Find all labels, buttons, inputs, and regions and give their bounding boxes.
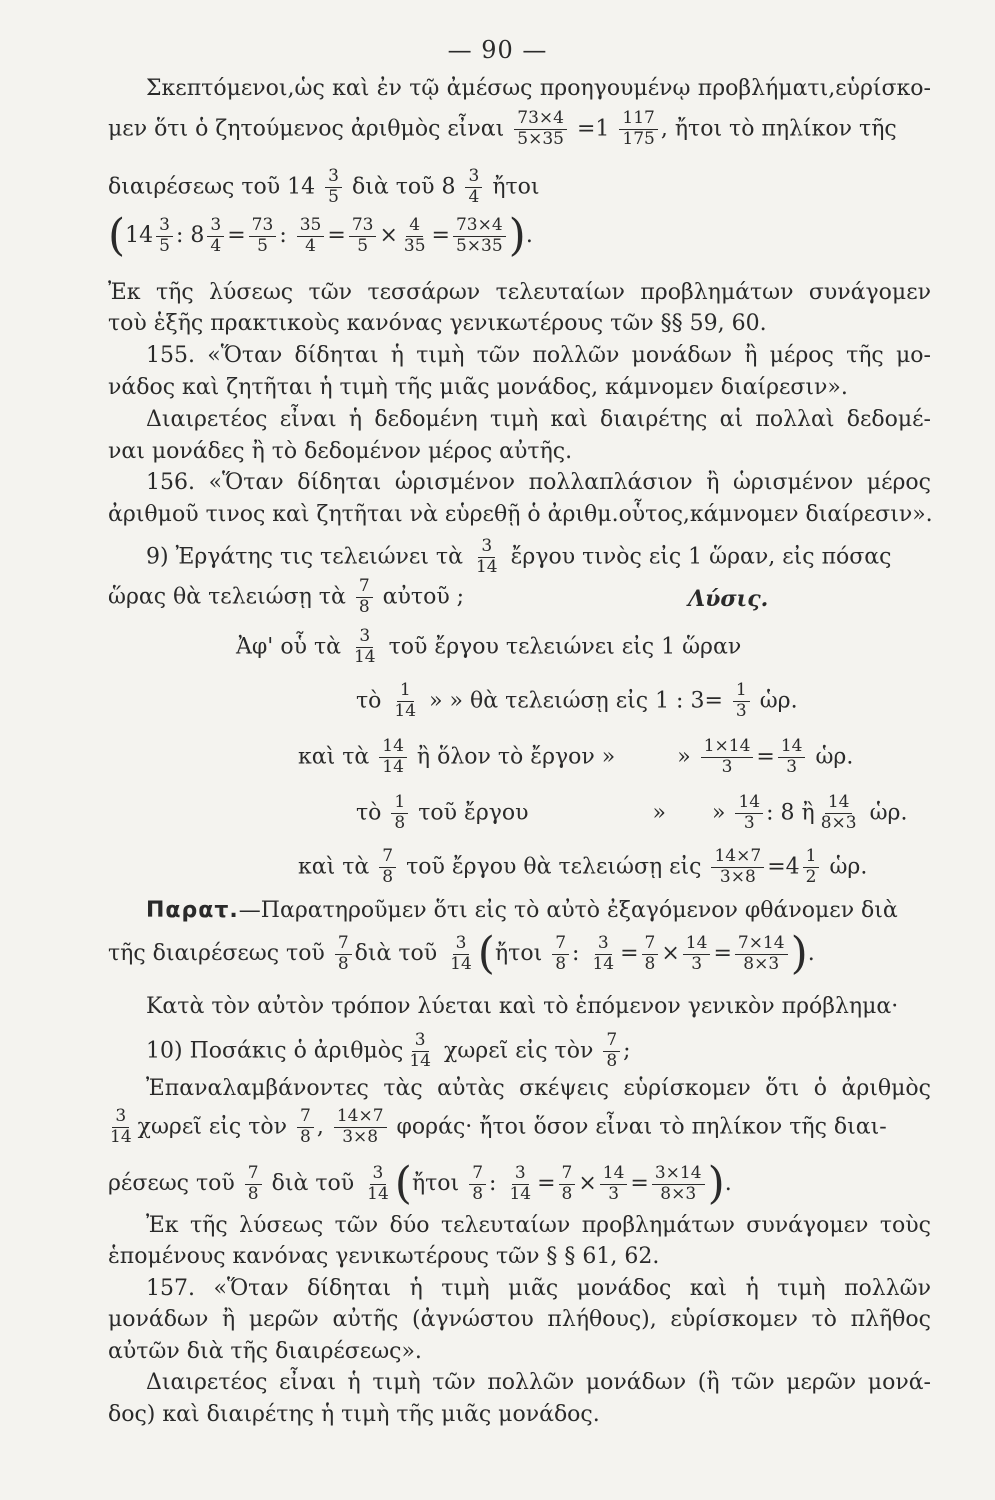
- remark-line-2: τῆς διαιρέσεως τοῦ $\frac{7}{8}$ διὰ τοῦ $\frac{3}{14}$ (ἤτοι $\frac{7}{8}$ : $\frac{3}{14}$ = $\frac{7}{8}$ × $\frac{14}{3}$ = $\frac{7\times 14}{8\times 3}$ ).: [108, 928, 815, 979]
- text-line-2: μεν ὅτι ὁ ζητούμενος ἀριθμὸς εἶναι $\frac{73\times 4}{5\times 35}$ =1 $\frac{117}{175}$ , ἤτοι τὸ πηλίκον τῆς: [108, 108, 897, 149]
- fraction-3-5: $\frac{3}{5}$: [325, 168, 342, 207]
- solution-row-2: τὸ $\frac{1}{14}$ » » θὰ τελειώσῃ εἰς 1 : 3= $\frac{1}{3}$ ὡρ.: [356, 680, 798, 721]
- solution-row-5: καὶ τὰ $\frac{7}{8}$ τοῦ ἔργου θὰ τελειώσῃ εἰς $\frac{14\times 7}{3\times 8}$ =4 $\frac{1}{2}$ ὡρ.: [298, 846, 868, 887]
- solution-row-3: καὶ τὰ $\frac{14}{14}$ ἢ ὅλον τὸ ἔργον » » $\frac{1\times 14}{3}$ = $\frac{14}{3}$ ὡρ.: [298, 736, 854, 777]
- text-line-p11: μονάδων ἢ μερῶν αὐτῆς (ἀγνώστου πλήθους), εὑρίσκομεν τὸ πλῆθος: [108, 1307, 931, 1332]
- fraction-117-175: $\frac{117}{175}$: [619, 110, 657, 149]
- remark-line-1: Παρατ.—Παρατηροῦμεν ὅτι εἰς τὸ αὐτὸ ἐξαγόμενον φθάνομεν διὰ: [146, 898, 898, 923]
- text-line-6: τοὺ ἑξῆς πρακτικοὺς κανόνας γενικωτέρους τῶν §§ 59, 60.: [108, 311, 767, 336]
- solution-row-1: Ἀφ' οὗ τὰ $\frac{3}{14}$ τοῦ ἔργου τελειώνει εἰς 1 ὥραν: [236, 626, 742, 667]
- text-line-11: 156. «Ὅταν δίδηται ὡρισμένον πολλαπλάσιον ἢ ὡρισμένον μέρος: [146, 470, 931, 495]
- text-line-7: 155. «Ὅταν δίδηται ἡ τιμὴ τῶν πολλῶν μονάδων ἢ μέρος τῆς μο-: [146, 343, 931, 368]
- fraction-73x4-5x35: $\frac{73\times 4}{5\times 35}$: [514, 110, 567, 149]
- text-line-p14: δος) καὶ διαιρέτης ἡ τιμὴ τῆς μιᾶς μονάδος.: [108, 1402, 600, 1427]
- solution-heading: Λύσις.: [688, 586, 769, 612]
- text-line-p9: ἑπομένους κανόνας γενικωτέρους τῶν § § 61, 62.: [108, 1244, 660, 1269]
- solution-row-4: τὸ $\frac{1}{8}$ τοῦ ἔργου » » $\frac{14}{3}$ : 8 ἢ $\frac{14}{8\times 3}$ ὡρ.: [356, 792, 908, 833]
- text-line-12: ἀριθμοῦ τινος καὶ ζητῆται νὰ εὑρεθῇ ὁ ἀριθμ.οὗτος,κάμνομεν διαίρεσιν».: [108, 502, 933, 527]
- text-line-p13: Διαιρετέος εἶναι ἡ τιμὴ τῶν πολλῶν μονάδων (ἢ τῶν μερῶν μονά-: [146, 1370, 931, 1395]
- page-number: — 90 —: [447, 36, 548, 64]
- problem-10: 10) Ποσάκις ὁ ἀριθμὸς $\frac{3}{14}$ χωρεῖ εἰς τὸν $\frac{7}{8}$ ;: [146, 1030, 631, 1071]
- equation-line-4: (14 $\frac{3}{5}$ : 8 $\frac{3}{4}$ = $\frac{73}{5}$ : $\frac{35}{4}$ = $\frac{73}{5}$ × $\frac{4}{35}$ = $\frac{73\times 4}{5\times 35}$ ).: [108, 210, 533, 261]
- text-line-p6: $\frac{3}{14}$ χωρεῖ εἰς τὸν $\frac{7}{8}$ , $\frac{14\times 7}{3\times 8}$ φοράς· ἤτοι ὅσον εἶναι τὸ πηλίκον τῆς διαι-: [110, 1106, 887, 1147]
- text-line-1: Σκεπτόμενοι,ὡς καὶ ἐν τῷ ἀμέσως προηγουμένῳ προβλήματι,εὑρίσκο-: [146, 76, 931, 101]
- problem-9-line-1: 9) Ἐργάτης τις τελειώνει τὰ $\frac{3}{14}$ ἔργου τινὸς εἰς 1 ὥραν, εἰς πόσας: [146, 536, 892, 577]
- text-line-3: διαιρέσεως τοῦ 14 $\frac{3}{5}$ διὰ τοῦ 8 $\frac{3}{4}$ ἤτοι: [108, 166, 540, 207]
- text-line-p8: Ἐκ τῆς λύσεως τῶν δύο τελευταίων προβλημάτων συνάγομεν τοὺς: [146, 1213, 931, 1238]
- text-line-9: Διαιρετέος εἶναι ἡ δεδομένη τιμὴ καὶ διαιρέτης αἱ πολλαὶ δεδομέ-: [146, 407, 931, 432]
- text-line-5: Ἐκ τῆς λύσεως τῶν τεσσάρων τελευταίων προβλημάτων συνάγομεν: [108, 280, 931, 305]
- problem-9-line-2: ὥρας θὰ τελειώσῃ τὰ $\frac{7}{8}$ αὐτοῦ ;: [108, 576, 465, 617]
- remark-line-3: Κατὰ τὸν αὐτὸν τρόπον λύεται καὶ τὸ ἑπόμενον γενικὸν πρόβλημα·: [146, 994, 899, 1019]
- text-line-8: νάδος καὶ ζητῆται ἡ τιμὴ τῆς μιᾶς μονάδος, κάμνομεν διαίρεσιν».: [108, 375, 848, 400]
- text-line-p7: ρέσεως τοῦ $\frac{7}{8}$ διὰ τοῦ $\frac{3}{14}$ (ἤτοι $\frac{7}{8}$ : $\frac{3}{14}$ = $\frac{7}{8}$ × $\frac{14}{3}$ = $\frac{3\times 14}{8\times 3}$ ).: [108, 1158, 732, 1209]
- text-line-p5: Ἐπαναλαμβάνοντες τὰς αὐτὰς σκέψεις εὑρίσκομεν ὅτι ὁ ἀριθμὸς: [146, 1076, 931, 1101]
- text-line-p12: αὐτῶν διὰ τῆς διαιρέσεως».: [108, 1339, 422, 1364]
- text-line-p10: 157. «Ὅταν δίδηται ἡ τιμὴ μιᾶς μονάδος καὶ ἡ τιμὴ πολλῶν: [146, 1276, 931, 1301]
- text-line-10: ναι μονάδες ἢ τὸ δεδομένον μέρος αὐτῆς.: [108, 439, 573, 464]
- fraction-3-4: $\frac{3}{4}$: [465, 168, 482, 207]
